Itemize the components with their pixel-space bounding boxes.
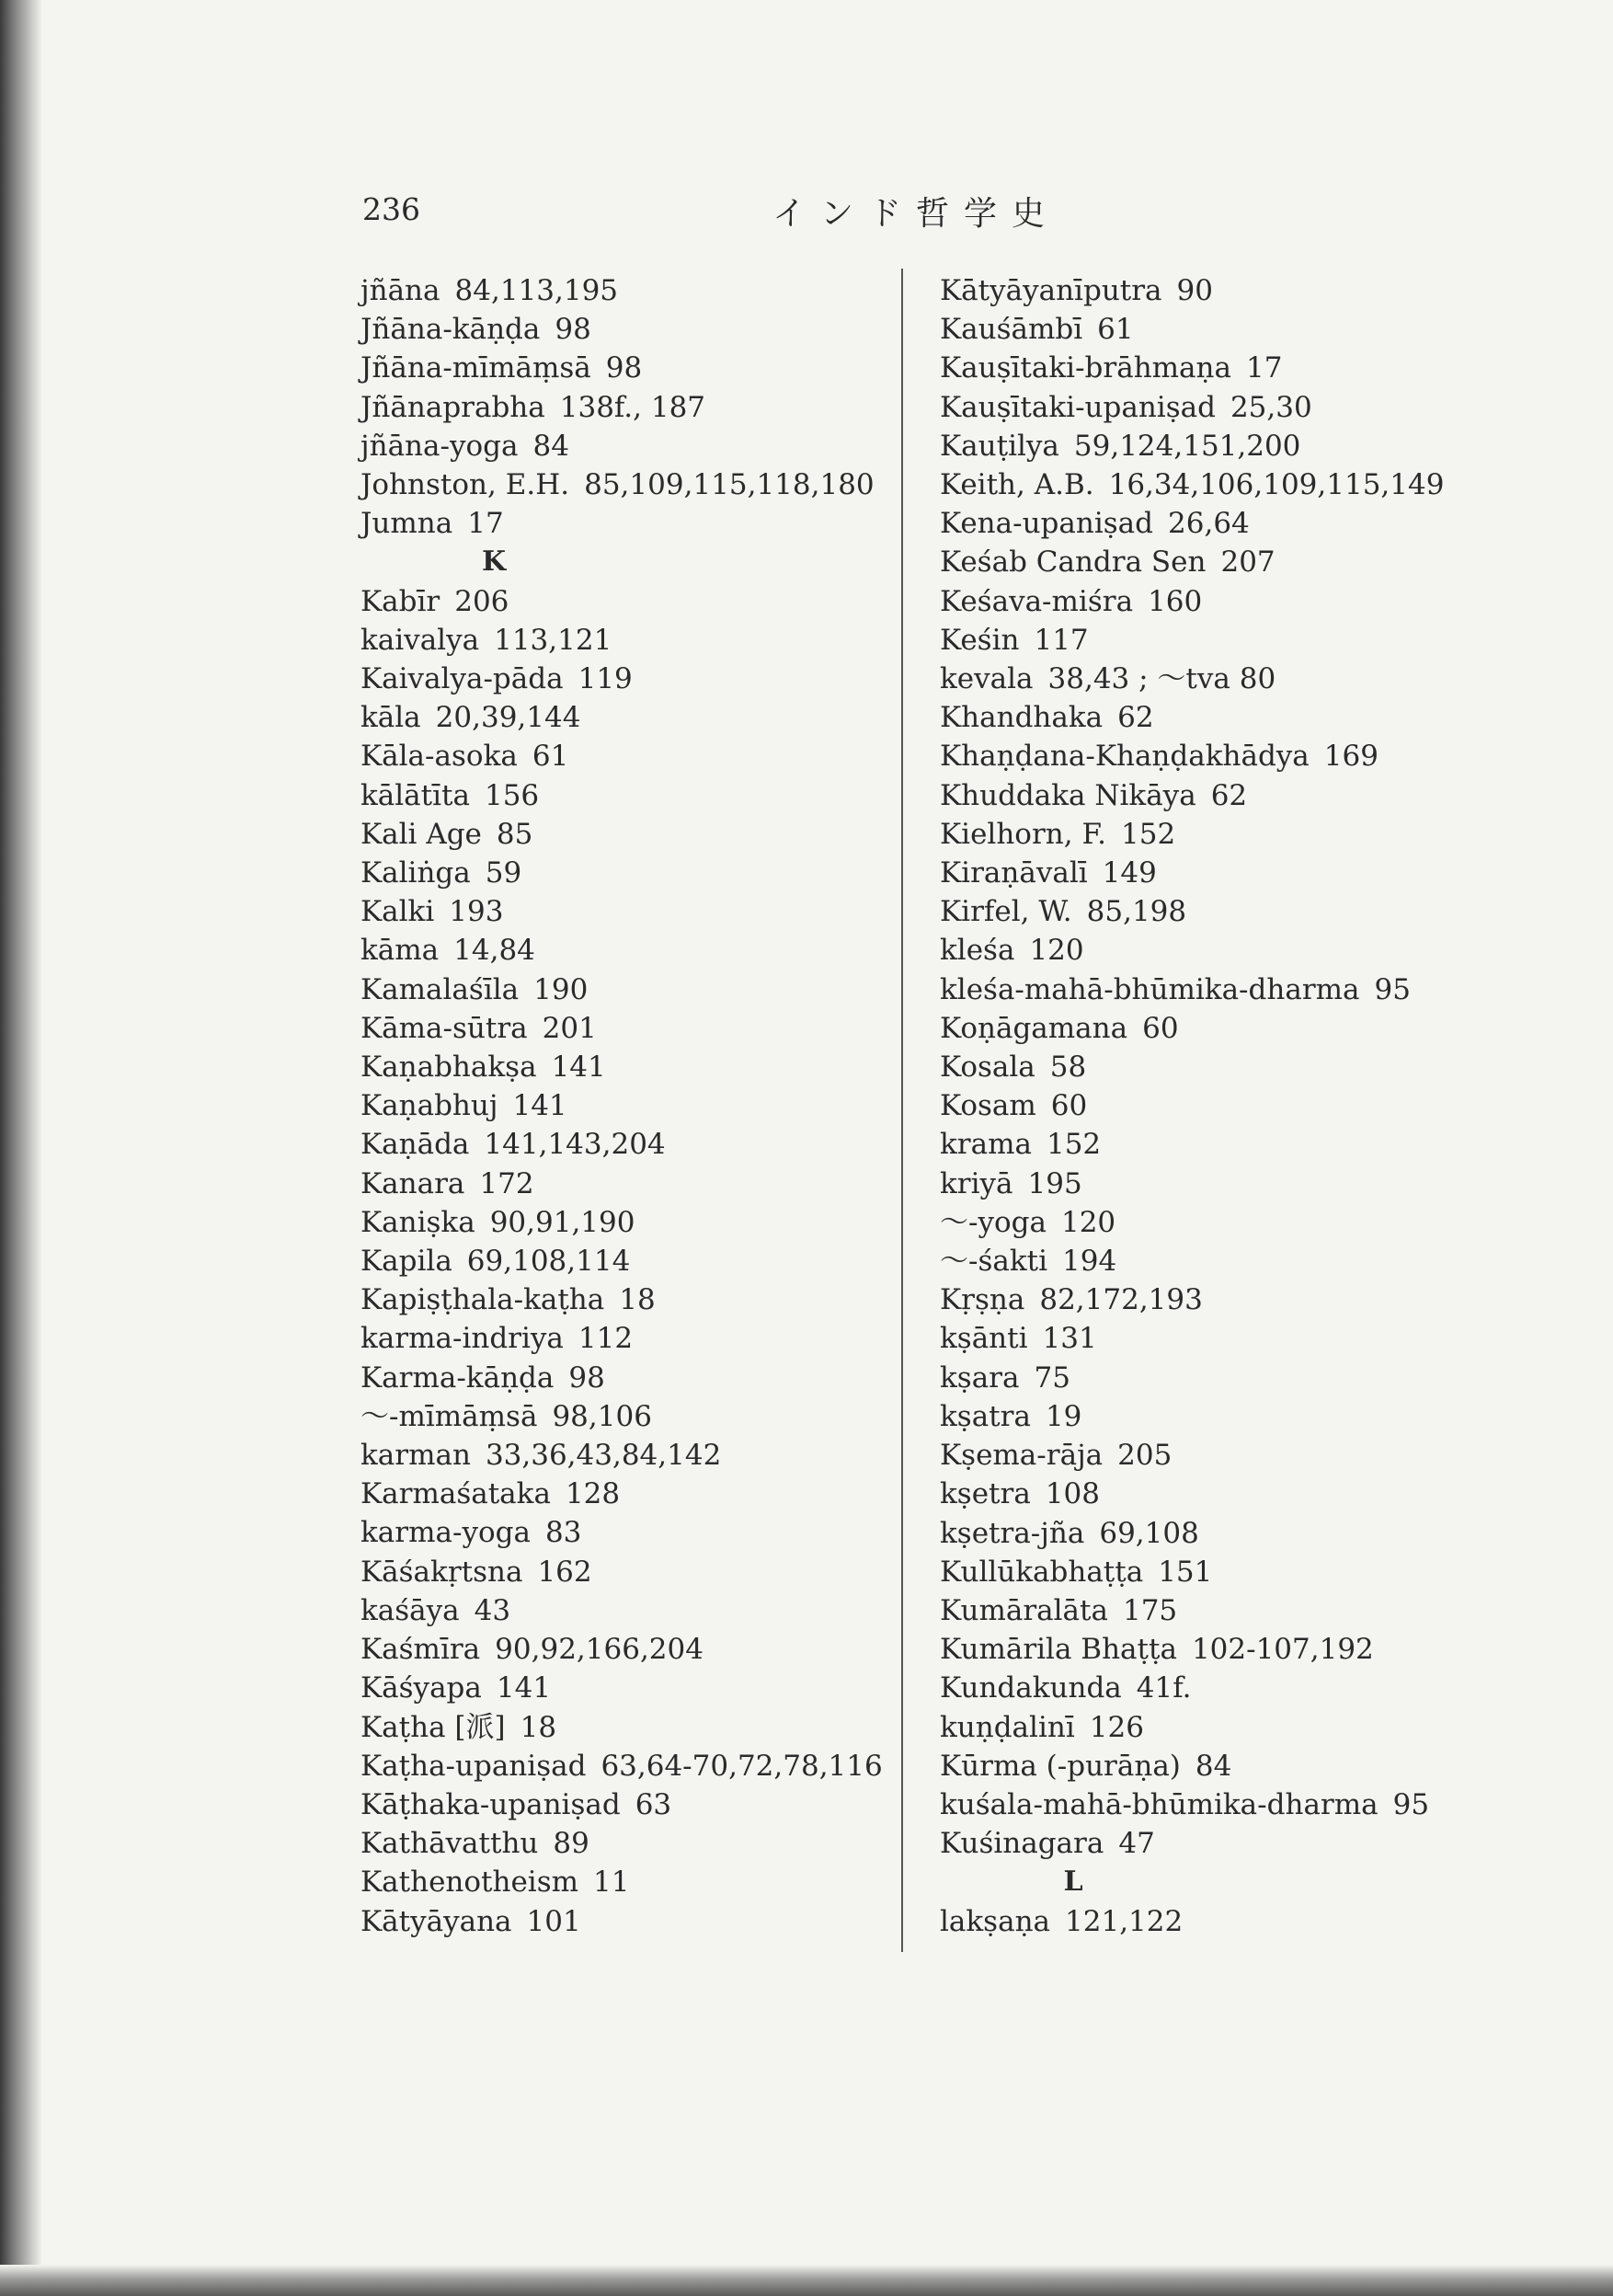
index-term: Kaṭha-upaniṣad: [360, 1749, 587, 1783]
index-entry: [360, 1048, 885, 1086]
index-term: Kauṣītaki-brāhmaṇa: [940, 351, 1231, 385]
index-term: Jñāna-kāṇḍa: [360, 313, 541, 347]
index-term: Johnston, E.H.: [360, 468, 570, 502]
index-entry: [360, 1475, 885, 1513]
index-entry: [360, 388, 885, 427]
index-pages: 90,91,190: [489, 1205, 635, 1239]
index-term: Kṛṣṇa: [940, 1283, 1025, 1317]
index-pages: 141: [551, 1050, 606, 1085]
index-entry: [940, 1553, 1455, 1591]
index-term: Kaivalya-pāda: [360, 662, 564, 696]
index-entry: [940, 388, 1455, 427]
index-entry: [940, 660, 1455, 698]
index-pages: 90,92,166,204: [495, 1633, 704, 1667]
index-entry: [940, 1203, 1455, 1242]
index-pages: 101: [526, 1904, 581, 1938]
index-term: 〜-śakti: [940, 1245, 1048, 1279]
index-term: Kosam: [940, 1089, 1036, 1123]
index-pages: 85,109,115,118,180: [584, 468, 875, 502]
index-entry: [360, 621, 885, 660]
index-entry: [940, 349, 1455, 387]
index-term: kālātīta: [360, 778, 470, 812]
index-term: Kauṭilya: [940, 429, 1059, 463]
index-term: jñāna-yoga: [360, 429, 519, 463]
index-pages: 126: [1089, 1710, 1144, 1744]
index-entry: [940, 1669, 1455, 1707]
index-entry: [940, 1902, 1455, 1941]
index-term: Kullūkabhaṭṭa: [940, 1555, 1144, 1589]
index-term: kevala: [940, 662, 1034, 696]
index-entry: [940, 931, 1455, 970]
index-pages: 69,108: [1099, 1516, 1199, 1550]
index-pages: 33,36,43,84,142: [485, 1439, 722, 1473]
index-term: Kāṭhaka-upaniṣad: [360, 1787, 621, 1821]
index-term: kleśa: [940, 934, 1015, 968]
index-term: 〜-mīmāṃsā: [360, 1399, 538, 1433]
index-column-right: [940, 271, 1455, 1941]
index-pages: 16,34,106,109,115,149: [1108, 468, 1445, 502]
index-entry: [360, 1630, 885, 1669]
index-pages: 207: [1220, 545, 1276, 580]
index-pages: 95: [1374, 972, 1411, 1006]
index-pages: 141,143,204: [484, 1128, 666, 1162]
index-entry: [940, 271, 1455, 310]
index-entry: [360, 349, 885, 387]
index-entry: [360, 271, 885, 310]
index-term: Kali Age: [360, 817, 482, 851]
index-entry: [940, 1785, 1455, 1824]
index-pages: 156: [484, 778, 540, 812]
index-term: Jñānaprabha: [360, 390, 545, 424]
index-term: Kāla-asoka: [360, 740, 518, 774]
index-term: Koṇāgamana: [940, 1011, 1128, 1045]
book-binding-shadow: [0, 0, 42, 2296]
index-term: karman: [360, 1439, 471, 1473]
index-term: kāma: [360, 934, 440, 968]
index-entry: [940, 1436, 1455, 1475]
index-pages: 121,122: [1065, 1904, 1184, 1938]
index-entry: [360, 892, 885, 931]
index-entry: [940, 1319, 1455, 1358]
index-pages: 120: [1029, 934, 1084, 968]
index-entry: [360, 931, 885, 970]
index-entry: [360, 427, 885, 465]
index-entry: [360, 1669, 885, 1707]
index-term: Kiraṇāvalī: [940, 856, 1088, 890]
index-term: Khuddaka Nikāya: [940, 778, 1196, 812]
index-term: Jñāna-mīmāṃsā: [360, 351, 591, 385]
index-pages: 120: [1060, 1205, 1116, 1239]
index-pages: 195: [1027, 1166, 1082, 1200]
index-term: krama: [940, 1128, 1032, 1162]
index-term: Keith, A.B.: [940, 468, 1094, 502]
index-entry: [360, 1591, 885, 1630]
index-pages: 149: [1102, 856, 1157, 890]
index-term: karma-yoga: [360, 1516, 531, 1550]
index-term: Kosala: [940, 1050, 1035, 1085]
index-entry: [360, 1708, 885, 1747]
index-term: Kāśyapa: [360, 1671, 482, 1705]
index-pages: 59,124,151,200: [1073, 429, 1301, 463]
index-term: Kaliṅga: [360, 856, 471, 890]
index-pages: 117: [1034, 623, 1089, 657]
running-title: インド哲学史: [772, 195, 1060, 233]
index-pages: 47: [1118, 1827, 1155, 1861]
section-letter-heading: K: [481, 545, 507, 579]
index-pages: 152: [1046, 1128, 1102, 1162]
index-entry: [360, 698, 885, 737]
index-entry: [360, 1319, 885, 1358]
index-term: Kaniṣka: [360, 1205, 475, 1239]
index-pages: 60: [1142, 1011, 1179, 1045]
index-term: Kaṇāda: [360, 1128, 470, 1162]
index-term: Kātyāyanīputra: [940, 274, 1162, 307]
index-term: Kauṣītaki-upaniṣad: [940, 390, 1216, 424]
index-pages: 141: [512, 1089, 567, 1123]
section-letter-heading: L: [1063, 1866, 1083, 1899]
index-term: lakṣaṇa: [940, 1904, 1051, 1938]
index-term: Khaṇḍana-Khaṇḍakhādya: [940, 740, 1310, 774]
index-entry: [360, 815, 885, 854]
index-pages: 85,198: [1086, 895, 1187, 929]
index-pages: 59: [485, 856, 522, 890]
index-entry: [360, 1553, 885, 1591]
index-pages: 75: [1034, 1360, 1070, 1395]
index-term: kṣetra: [940, 1477, 1031, 1511]
index-entry: [940, 698, 1455, 737]
index-pages: 18: [619, 1283, 656, 1317]
page-number: 236: [362, 191, 420, 227]
index-term: Kamalaśīla: [360, 972, 520, 1006]
index-entry: [940, 465, 1455, 504]
index-pages: 98: [555, 313, 591, 347]
index-term: Kumāralāta: [940, 1593, 1108, 1627]
index-column-left: [360, 271, 885, 1941]
index-term: Kumārila Bhaṭṭa: [940, 1633, 1177, 1667]
index-term: Kātyāyana: [360, 1904, 512, 1938]
index-entry: [940, 1280, 1455, 1319]
index-pages: 112: [578, 1322, 634, 1356]
index-pages: 98: [605, 351, 643, 385]
index-pages: 14,84: [453, 934, 535, 968]
index-entry: [940, 621, 1455, 660]
index-pages: 95: [1392, 1787, 1430, 1821]
index-pages: 102-107,192: [1191, 1633, 1374, 1667]
index-pages: 38,43 ; 〜tva 80: [1047, 662, 1276, 696]
index-term: Kaṭha [派]: [360, 1710, 506, 1744]
index-pages: 82,172,193: [1039, 1283, 1203, 1317]
index-term: Kirfel, W.: [940, 895, 1072, 929]
index-entry: [360, 854, 885, 892]
index-term: Kalki: [360, 895, 435, 929]
index-term: Kuśinagara: [940, 1827, 1104, 1861]
index-entry: [360, 582, 885, 621]
index-term: jñāna: [360, 274, 440, 307]
index-entry: [940, 1125, 1455, 1164]
index-entry: [360, 1436, 885, 1475]
index-pages: 58: [1049, 1050, 1087, 1085]
index-term: kṣetra-jña: [940, 1516, 1085, 1550]
index-entry: [360, 1824, 885, 1863]
index-term: kleśa-mahā-bhūmika-dharma: [940, 972, 1360, 1006]
index-entry: [360, 1203, 885, 1242]
index-pages: 84: [532, 429, 569, 463]
index-term: Kielhorn, F.: [940, 817, 1106, 851]
index-entry: [360, 1785, 885, 1824]
index-entry: [940, 1824, 1455, 1863]
index-pages: 84: [1195, 1749, 1232, 1783]
index-term: karma-indriya: [360, 1322, 564, 1356]
index-term: kaivalya: [360, 623, 480, 657]
index-entry: [940, 582, 1455, 621]
index-entry: [940, 1397, 1455, 1436]
index-term: Kabīr: [360, 584, 440, 618]
index-entry: [360, 970, 885, 1009]
index-term: Kaṇabhakṣa: [360, 1050, 537, 1085]
index-entry: [360, 776, 885, 815]
index-entry: [360, 1165, 885, 1203]
index-term: Kapila: [360, 1245, 452, 1279]
index-entry: [360, 1902, 885, 1941]
index-term: Khandhaka: [940, 701, 1104, 735]
index-pages: 69,108,114: [466, 1245, 631, 1279]
index-entry: [940, 504, 1455, 543]
index-term: kāla: [360, 701, 421, 735]
index-pages: 151: [1158, 1555, 1213, 1589]
index-pages: 172: [479, 1166, 534, 1200]
index-entry: [940, 1591, 1455, 1630]
index-pages: 85: [496, 817, 533, 851]
index-entry: [940, 1165, 1455, 1203]
index-pages: 61: [532, 740, 569, 774]
column-divider: [901, 269, 903, 1952]
index-pages: 194: [1062, 1245, 1117, 1279]
index-entry: [360, 1359, 885, 1397]
index-entry: [940, 737, 1455, 775]
index-entry: [940, 854, 1455, 892]
index-entry: [940, 427, 1455, 465]
index-entry: [940, 1475, 1455, 1513]
index-entry: [940, 1359, 1455, 1397]
index-term: Kundakunda: [940, 1671, 1122, 1705]
index-term: Kaśmīra: [360, 1633, 481, 1667]
index-term: kuśala-mahā-bhūmika-dharma: [940, 1787, 1378, 1821]
index-entry: [940, 543, 1455, 581]
index-entry: [940, 1708, 1455, 1747]
index-pages: 11: [593, 1866, 630, 1900]
index-pages: 60: [1050, 1089, 1088, 1123]
index-entry: [360, 1242, 885, 1280]
index-pages: 62: [1117, 701, 1154, 735]
index-pages: 160: [1148, 584, 1203, 618]
index-pages: 98,106: [552, 1399, 652, 1433]
index-pages: 108: [1045, 1477, 1100, 1511]
index-term: kaśāya: [360, 1593, 460, 1627]
index-pages: 190: [533, 972, 589, 1006]
index-term: 〜-yoga: [940, 1205, 1047, 1239]
index-pages: 205: [1117, 1439, 1173, 1473]
index-term: Keśava-miśra: [940, 584, 1134, 618]
index-term: kuṇḍalinī: [940, 1710, 1075, 1744]
index-term: Jumna: [360, 507, 453, 541]
index-term: kriyā: [940, 1166, 1013, 1200]
index-pages: 41f.: [1136, 1671, 1192, 1705]
index-entry: [940, 1242, 1455, 1280]
index-pages: 162: [537, 1555, 592, 1589]
index-entry: [360, 1863, 885, 1901]
index-entry: [360, 660, 885, 698]
index-pages: 119: [578, 662, 633, 696]
index-pages: 206: [454, 584, 509, 618]
index-entry: [360, 1397, 885, 1436]
index-term: Kanara: [360, 1166, 465, 1200]
page-bottom-edge: [0, 2265, 1613, 2296]
index-pages: 98: [568, 1360, 605, 1395]
index-entry: [360, 310, 885, 349]
index-entry: [940, 1048, 1455, 1086]
index-pages: 61: [1097, 313, 1134, 347]
index-pages: 169: [1323, 740, 1378, 774]
index-pages: 84,113,195: [454, 274, 619, 307]
index-term: Kena-upaniṣad: [940, 507, 1154, 541]
index-entry: [940, 776, 1455, 815]
index-entry: [940, 815, 1455, 854]
index-entry: [360, 1280, 885, 1319]
index-entry: [360, 465, 885, 504]
index-pages: 17: [467, 507, 504, 541]
index-entry: [360, 1086, 885, 1125]
index-entry: [940, 310, 1455, 349]
index-pages: 128: [565, 1477, 621, 1511]
index-entry: [360, 504, 885, 543]
index-entry: [940, 1514, 1455, 1553]
index-entry: [360, 1747, 885, 1785]
index-term: Kathāvatthu: [360, 1827, 539, 1861]
index-entry: [360, 1009, 885, 1048]
index-term: Kūrma (-purāṇa): [940, 1749, 1181, 1783]
index-entry: [940, 1086, 1455, 1125]
index-pages: 131: [1042, 1322, 1097, 1356]
index-term: Karma-kāṇḍa: [360, 1360, 555, 1395]
index-pages: 89: [553, 1827, 589, 1861]
index-pages: 62: [1210, 778, 1248, 812]
index-entry: [940, 1009, 1455, 1048]
index-pages: 25,30: [1230, 390, 1312, 424]
index-pages: 19: [1045, 1399, 1082, 1433]
index-pages: 26,64: [1168, 507, 1250, 541]
index-term: Karmaśataka: [360, 1477, 551, 1511]
index-term: kṣānti: [940, 1322, 1028, 1356]
index-term: Kṣema-rāja: [940, 1439, 1104, 1473]
index-term: Kāma-sūtra: [360, 1011, 528, 1045]
index-term: Kapiṣṭhala-kaṭha: [360, 1283, 605, 1317]
index-pages: 152: [1121, 817, 1176, 851]
index-pages: 63: [635, 1787, 672, 1821]
index-pages: 138f., 187: [559, 390, 706, 424]
index-term: kṣara: [940, 1360, 1020, 1395]
index-pages: 43: [474, 1593, 511, 1627]
index-pages: 113,121: [494, 623, 612, 657]
index-term: Kauśāmbī: [940, 313, 1083, 347]
index-term: kṣatra: [940, 1399, 1031, 1433]
index-pages: 18: [520, 1710, 557, 1744]
index-pages: 17: [1245, 351, 1283, 385]
index-pages: 20,39,144: [435, 701, 581, 735]
index-term: Kaṇabhuj: [360, 1089, 498, 1123]
index-term: Kathenotheism: [360, 1866, 579, 1900]
index-entry: [940, 970, 1455, 1009]
index-pages: 83: [544, 1516, 582, 1550]
index-entry: [360, 737, 885, 775]
index-pages: 175: [1122, 1593, 1178, 1627]
index-pages: 90: [1176, 274, 1213, 307]
index-entry: [940, 1747, 1455, 1785]
index-pages: 141: [496, 1671, 552, 1705]
index-entry: [360, 1125, 885, 1164]
index-pages: 201: [542, 1011, 597, 1045]
index-term: Kāśakṛtsna: [360, 1555, 523, 1589]
index-term: Keśin: [940, 623, 1020, 657]
index-pages: 63,64-70,72,78,116: [601, 1749, 883, 1783]
index-entry: [360, 1513, 885, 1552]
index-entry: [940, 892, 1455, 931]
index-entry: [940, 1630, 1455, 1669]
index-term: Keśab Candra Sen: [940, 545, 1207, 580]
index-pages: 193: [449, 895, 504, 929]
